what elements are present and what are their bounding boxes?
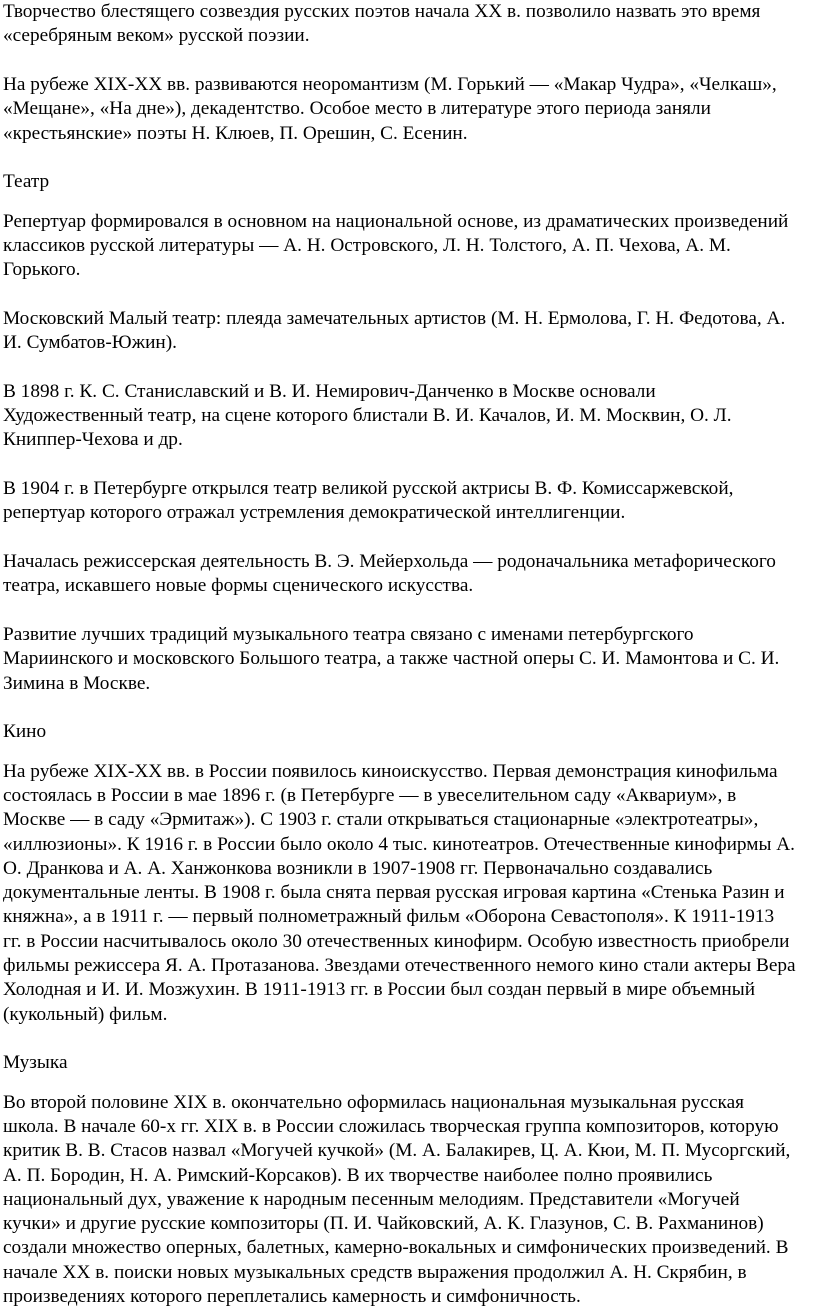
theatre-paragraph: В 1898 г. К. С. Станиславский и В. И. Немирович-Данченко в Москве основали Художественный театр, на сцене которого блистали В. И. Качалов, И. М. Москвин, О. Л. Книппер-Чехова и др.	[3, 380, 732, 451]
cinema-paragraph: На рубеже XIX-XX вв. в России появилось киноискусство. Первая демонстрация кинофильма состоялась в России в мае 1896 г. (в Петербурге — в увеселительном саду «Аквариум», в Москве — в саду «Эрмитаж»). С 1903 г. стали открываться стационарные «электротеатры», «иллюзионы». К 1916 г. в России было около 4 тыс. кинотеатров. Отечественные кинофирмы А. О. Дранкова и А. А. Ханжонкова возникли в 1907-1908 гг. Первоначально создавались документальные ленты. В 1908 г. была снята первая русская игровая картина «Стенька Разин и княжна», а в 1911 г. — первый полнометражный фильм «Оборона Севастополя». К 1911-1913 гг. в России насчитывалось около 30 отечественных кинофирм. Особую известность приобрели фильмы режиссера Я. А. Протазанова. Звездами отечественного немого кино стали актеры Вера Холодная и И. И. Мозжухин. В 1911-1913 гг. в России был создан первый в мире объемный (кукольный) фильм.	[3, 760, 796, 1025]
theatre-paragraph: Московский Малый театр: плеяда замечательных артистов (М. Н. Ермолова, Г. Н. Федотова, А. И. Сумбатов-Южин).	[3, 307, 786, 354]
intro-paragraph: Творчество блестящего созвездия русских поэтов начала XX в. позволило назвать это время «серебряным веком» русской поэзии.	[3, 1, 761, 47]
theatre-paragraph: Репертуар формировался в основном на национальной основе, из драматических произведений классиков русской литературы — А. Н. Островского, Л. Н. Толстого, А. П. Чехова, А. М. Горького.	[3, 210, 789, 281]
theatre-paragraph: В 1904 г. в Петербурге открылся театр великой русской актрисы В. Ф. Комиссаржевской, репертуар которого отражал устремления демократической интеллигенции.	[3, 478, 734, 524]
section-heading-music: Музыка	[3, 1052, 68, 1074]
intro-paragraph: На рубеже XIX-XX вв. развиваются неоромантизм (М. Горький — «Макар Чудра», «Челкаш», «Мещане», «На дне»), декадентство. Особое место в литературе этого периода заняли «крестьянские» поэты Н. Клюев, П. Орешин, С. Есенин.	[3, 73, 777, 144]
section-heading-theatre: Театр	[3, 171, 50, 193]
theatre-paragraph: Началась режиссерская деятельность В. Э. Мейерхольда — родоначальника метафорического театра, искавшего новые формы сценического искусства.	[3, 551, 776, 597]
theatre-paragraph: Развитие лучших традиций музыкального театра связано с именами петербургского Мариинского и московского Большого театра, а также частной оперы С. И. Мамонтова и С. И. Зимина в Москве.	[3, 624, 780, 694]
section-heading-cinema: Кино	[3, 721, 47, 743]
music-paragraph: Во второй половине XIX в. окончательно оформилась национальная музыкальная русская школа. В начале 60-х гг. XIX в. в России сложилась творческая группа композиторов, которую критик В. В. Стасов назвал «Могучей кучкой» (М. А. Балакирев, Ц. А. Кюи, М. П. Мусоргский, А. П. Бородин, Н. А. Римский-Корсаков). В их творчестве наиболее полно проявились национальный дух, уважение к народным песенным мелодиям. Представители «Могучей кучки» и другие русские композиторы (П. И. Чайковский, А. К. Глазунов, С. В. Рахманинов) создали множество оперных, балетных, камерно-вокальных и симфонических произведений. В начале XX в. поиски новых музыкальных средств выражения продолжил А. Н. Скрябин, в произведениях которого переплетались камерность и симфоничность.	[3, 1091, 791, 1307]
